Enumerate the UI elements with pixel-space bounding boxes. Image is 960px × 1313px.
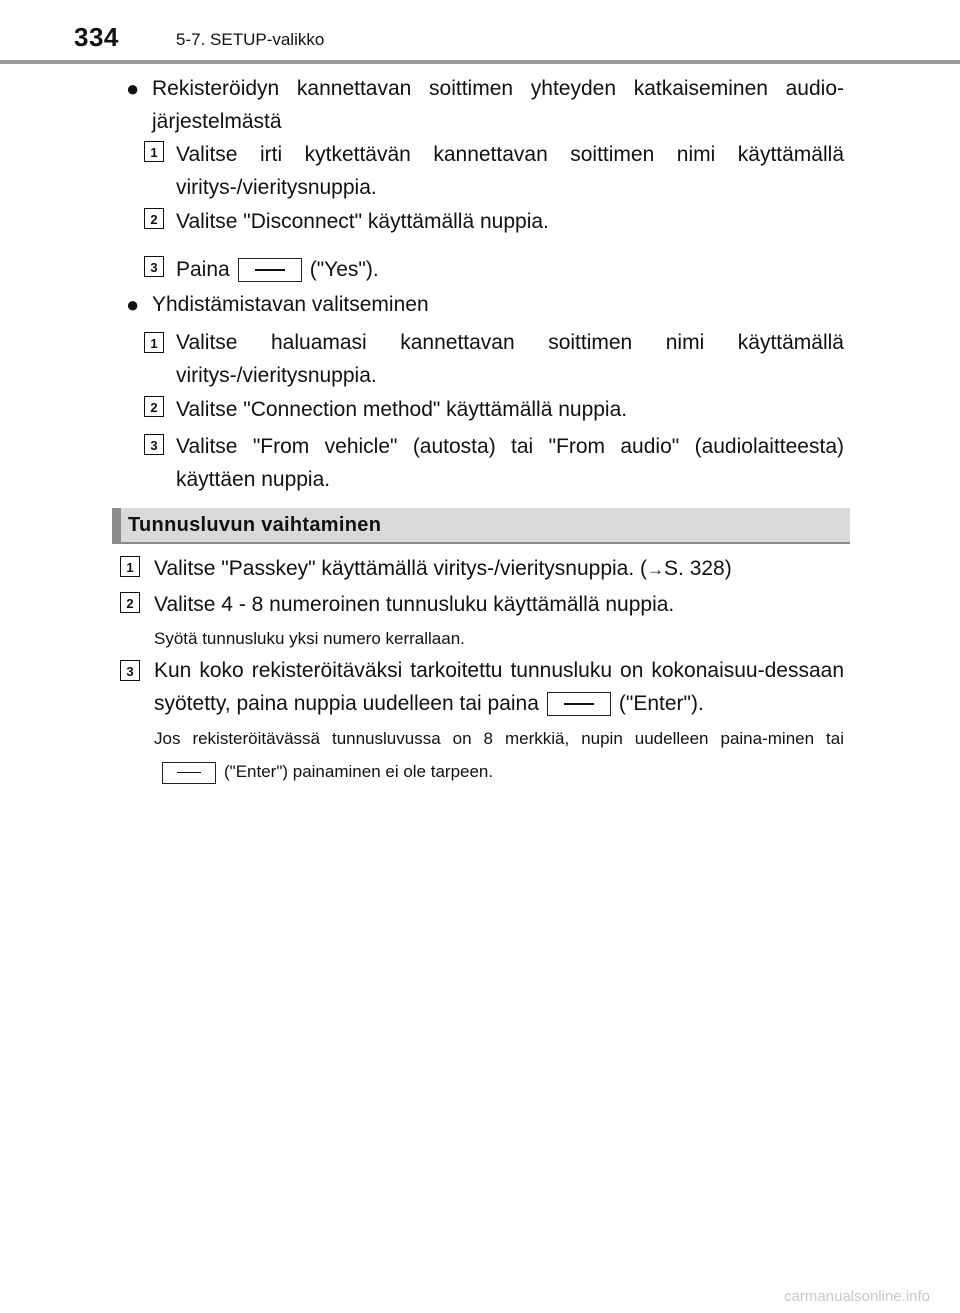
step-number-badge: 1 [144, 332, 164, 353]
header-rule [0, 60, 960, 64]
step-text-after: ("Enter"). [618, 692, 704, 715]
step-text [154, 552, 844, 586]
step-number-badge: 1 [144, 141, 164, 162]
watermark: carmanualsonline.info [784, 1288, 930, 1305]
step-text-before: Paina [176, 258, 230, 281]
step-text-after: ) [724, 557, 732, 580]
step-text-after: ("Yes"). [309, 258, 379, 281]
bullet-heading-disconnect: Rekisteröidyn kannettavan soittimen yhteyden katkaiseminen audio-järjestelmästä [152, 77, 844, 133]
step-text: Valitse "From vehicle" (autosta) tai "From audio" (audiolaitteesta) käyttäen nuppia. [176, 435, 844, 491]
bullet-icon: ● [126, 76, 140, 101]
bullet-icon: ● [126, 292, 140, 317]
step-number-badge: 1 [120, 556, 140, 577]
page-header [0, 0, 960, 62]
step-text-before: Valitse "Passkey" käyttämällä viritys-/vieritysnuppia. ( [154, 557, 648, 580]
step-number-badge: 3 [144, 256, 164, 277]
step-text: Valitse haluamasi kannettavan soittimen nimi käyttämällä viritys-/vieritysnuppia. [176, 331, 844, 387]
bullet-heading-connection: Yhdistämistavan valitseminen [152, 293, 429, 316]
enter-button-icon [547, 692, 611, 716]
step-text: Valitse irti kytkettävän kannettavan soittimen nimi käyttämällä viritys-/vieritysnuppia. [176, 143, 844, 199]
chapter-title: 5-7. SETUP-valikko [176, 30, 325, 49]
step-text [154, 654, 844, 720]
step-number-badge: 2 [144, 208, 164, 229]
step-text-before: Kun koko rekisteröitäväksi tarkoitettu tunnusluku on kokonaisuu-dessaan syötetty, paina nuppia uudelleen tai paina [154, 659, 844, 715]
section-title: Tunnusluvun vaihtaminen [128, 514, 382, 536]
page-reference: S. 328 [664, 557, 725, 580]
step-note: Syötä tunnusluku yksi numero kerrallaan. [154, 629, 465, 648]
section-header [112, 508, 850, 542]
enter-button-icon [162, 762, 216, 784]
section-accent [112, 508, 121, 542]
step-number-badge: 2 [144, 396, 164, 417]
step-note [154, 722, 844, 788]
step-text: Valitse 4 - 8 numeroinen tunnusluku käyttämällä nuppia. [154, 593, 675, 616]
page-number: 334 [74, 22, 119, 52]
step-text [176, 253, 844, 286]
step-number-badge: 2 [120, 592, 140, 613]
step-number-badge: 3 [144, 434, 164, 455]
step-text: Valitse "Disconnect" käyttämällä nuppia. [176, 210, 549, 233]
step-number-badge: 3 [120, 660, 140, 681]
arrow-right-icon: → [647, 560, 665, 579]
yes-button-icon [238, 258, 302, 282]
note-text-before: Jos rekisteröitävässä tunnusluvussa on 8 merkkiä, nupin uudelleen paina-minen tai [154, 729, 844, 748]
step-text: Valitse "Connection method" käyttämällä nuppia. [176, 398, 628, 421]
note-text-after: ("Enter") painaminen ei ole tarpeen. [224, 762, 494, 781]
section-rule [112, 542, 850, 544]
